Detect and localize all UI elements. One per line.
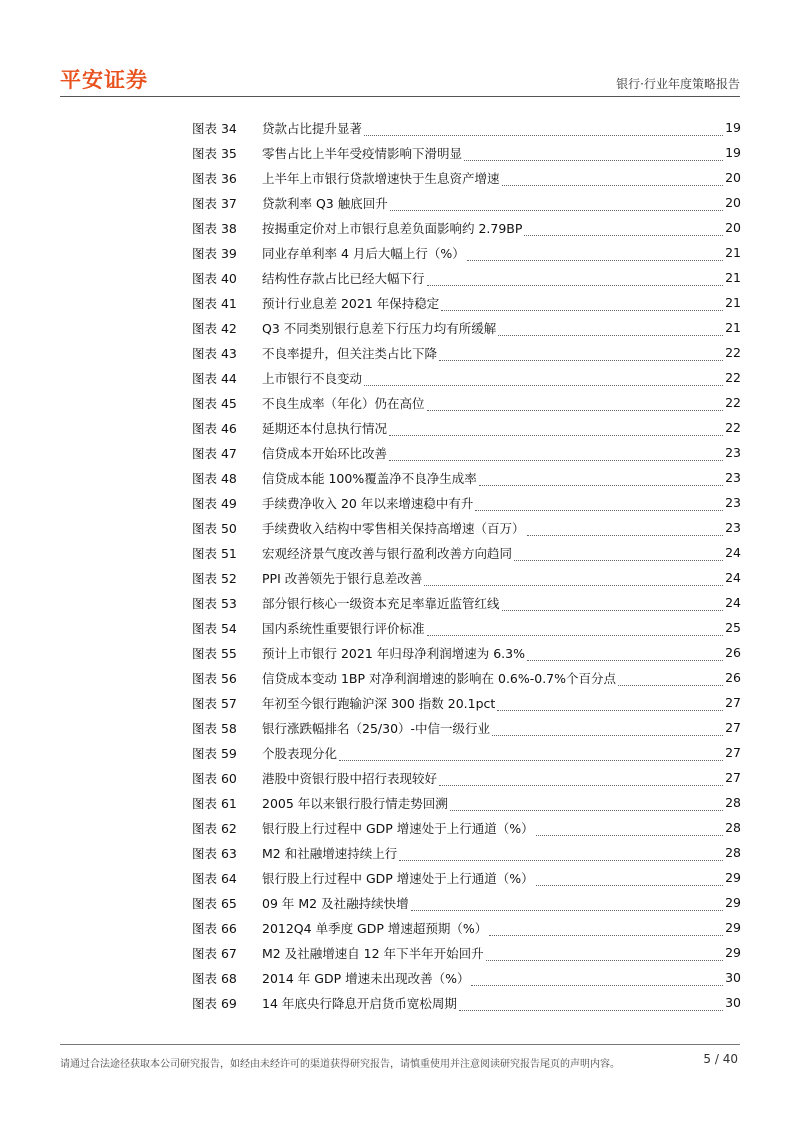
- toc-entry[interactable]: [192, 690, 741, 715]
- figure-page-number: 21: [725, 295, 741, 310]
- figure-page-number: 24: [725, 545, 741, 560]
- figure-title: 贷款利率 Q3 触底回升: [262, 195, 388, 211]
- toc-entry[interactable]: [192, 640, 741, 665]
- figure-label: 图表 61: [192, 795, 237, 811]
- toc-entry[interactable]: [192, 990, 741, 1015]
- figure-page-number: 22: [725, 370, 741, 385]
- figure-title: 信贷成本变动 1BP 对净利润增速的影响在 0.6%-0.7%个百分点: [262, 670, 617, 686]
- figure-title: 银行股上行过程中 GDP 增速处于上行通道（%）: [262, 820, 534, 836]
- figure-title: 不良生成率（年化）仍在高位: [262, 395, 425, 411]
- figure-label: 图表 48: [192, 470, 237, 486]
- toc-entry[interactable]: [192, 115, 741, 140]
- dot-leader: [492, 725, 723, 736]
- figure-title: 信贷成本能 100%覆盖净不良净生成率: [262, 470, 477, 486]
- toc-entry[interactable]: [192, 615, 741, 640]
- toc-entry[interactable]: [192, 840, 741, 865]
- figure-page-number: 29: [725, 895, 741, 910]
- dot-leader: [427, 625, 724, 636]
- figure-label: 图表 67: [192, 945, 237, 961]
- figure-label: 图表 51: [192, 545, 237, 561]
- dot-leader: [489, 925, 723, 936]
- dot-leader: [475, 500, 723, 511]
- dot-leader: [389, 450, 723, 461]
- figure-page-number: 21: [725, 270, 741, 285]
- dot-leader: [514, 550, 723, 561]
- toc-entry[interactable]: [192, 415, 741, 440]
- toc-entry[interactable]: [192, 290, 741, 315]
- company-logo: 平安证券: [60, 68, 148, 92]
- figure-page-number: 29: [725, 870, 741, 885]
- figure-title: 2005 年以来银行股行情走势回溯: [262, 795, 448, 811]
- dot-leader: [618, 675, 723, 686]
- figure-page-number: 23: [725, 470, 741, 485]
- figure-label: 图表 41: [192, 295, 237, 311]
- dot-leader: [527, 525, 724, 536]
- dot-leader: [536, 875, 723, 886]
- figure-title: 零售占比上半年受疫情影响下滑明显: [262, 145, 463, 161]
- dot-leader: [467, 250, 723, 261]
- figure-label: 图表 37: [192, 195, 237, 211]
- figure-page-number: 20: [725, 220, 741, 235]
- header-divider: [60, 96, 740, 97]
- toc-entry[interactable]: [192, 340, 741, 365]
- figure-label: 图表 34: [192, 120, 237, 136]
- footer-disclaimer: 请通过合法途径获取本公司研究报告，如经由未经许可的渠道获得研究报告，请慎重使用并注意阅读研究报告尾页的声明内容。: [60, 1059, 620, 1070]
- figure-title: M2 和社融增速持续上行: [262, 845, 398, 861]
- figure-page-number: 22: [725, 420, 741, 435]
- figure-title: Q3 不同类别银行息差下行压力均有所缓解: [262, 320, 497, 336]
- figure-title: 2012Q4 单季度 GDP 增速超预期（%）: [262, 920, 488, 936]
- figure-title: 贷款占比提升显著: [262, 120, 363, 136]
- dot-leader: [536, 825, 723, 836]
- dot-leader: [497, 700, 723, 711]
- figure-page-number: 29: [725, 945, 741, 960]
- dot-leader: [498, 325, 723, 336]
- figure-title: M2 及社融增速自 12 年下半年开始回升: [262, 945, 484, 961]
- figure-label: 图表 54: [192, 620, 237, 636]
- figure-label: 图表 47: [192, 445, 237, 461]
- figure-label: 图表 68: [192, 970, 237, 986]
- figure-page-number: 27: [725, 770, 741, 785]
- figure-label: 图表 35: [192, 145, 237, 161]
- figure-title: 港股中资银行股中招行表现较好: [262, 770, 438, 786]
- toc-entry[interactable]: [192, 265, 741, 290]
- figure-page-number: 25: [725, 620, 741, 635]
- toc-entry[interactable]: [192, 515, 741, 540]
- figure-title: PPI 改善领先于银行息差改善: [262, 570, 423, 586]
- toc-entry[interactable]: [192, 165, 741, 190]
- toc-entry[interactable]: [192, 490, 741, 515]
- figure-label: 图表 49: [192, 495, 237, 511]
- toc-entry[interactable]: [192, 915, 741, 940]
- figure-label: 图表 64: [192, 870, 237, 886]
- dot-leader: [424, 575, 723, 586]
- figure-page-number: 21: [725, 320, 741, 335]
- toc-entry[interactable]: [192, 215, 741, 240]
- figure-title: 按揭重定价对上市银行息差负面影响约 2.79BP: [262, 220, 523, 236]
- page-number: 5 / 40: [703, 1052, 738, 1066]
- figure-label: 图表 69: [192, 995, 237, 1011]
- toc-entry[interactable]: [192, 190, 741, 215]
- figure-label: 图表 42: [192, 320, 237, 336]
- dot-leader: [364, 375, 723, 386]
- dot-leader: [427, 275, 724, 286]
- toc-entry[interactable]: [192, 590, 741, 615]
- figure-title: 年初至今银行跑输沪深 300 指数 20.1pct: [262, 695, 496, 711]
- figure-title: 手续费净收入 20 年以来增速稳中有升: [262, 495, 474, 511]
- figure-page-number: 30: [725, 995, 741, 1010]
- dot-leader: [450, 800, 723, 811]
- toc-entry[interactable]: [192, 240, 741, 265]
- figure-label: 图表 66: [192, 920, 237, 936]
- figure-page-number: 27: [725, 745, 741, 760]
- figure-title: 国内系统性重要银行评价标准: [262, 620, 425, 636]
- toc-entry[interactable]: [192, 790, 741, 815]
- dot-leader: [427, 400, 724, 411]
- figure-title: 上半年上市银行贷款增速快于生息资产增速: [262, 170, 500, 186]
- figure-label: 图表 52: [192, 570, 237, 586]
- dot-leader: [389, 425, 723, 436]
- figure-title: 不良率提升，但关注类占比下降: [262, 345, 438, 361]
- figure-page-number: 28: [725, 795, 741, 810]
- figure-title: 2014 年 GDP 增速未出现改善（%）: [262, 970, 470, 986]
- figure-title: 同业存单利率 4 月后大幅上行（%）: [262, 245, 465, 261]
- figure-label: 图表 65: [192, 895, 237, 911]
- dot-leader: [459, 1000, 723, 1011]
- dot-leader: [464, 150, 723, 161]
- figure-label: 图表 59: [192, 745, 237, 761]
- figure-label: 图表 55: [192, 645, 237, 661]
- figure-label: 图表 63: [192, 845, 237, 861]
- figure-page-number: 24: [725, 595, 741, 610]
- figure-label: 图表 58: [192, 720, 237, 736]
- figure-title: 预计行业息差 2021 年保持稳定: [262, 295, 440, 311]
- dot-leader: [439, 350, 723, 361]
- figure-label: 图表 57: [192, 695, 237, 711]
- toc-entry[interactable]: [192, 540, 741, 565]
- dot-leader: [502, 175, 724, 186]
- figure-title: 信贷成本开始环比改善: [262, 445, 388, 461]
- figure-page-number: 23: [725, 445, 741, 460]
- toc-entry[interactable]: [192, 565, 741, 590]
- figure-page-number: 20: [725, 195, 741, 210]
- toc-entry[interactable]: [192, 465, 741, 490]
- figure-page-number: 23: [725, 520, 741, 535]
- toc-entry[interactable]: [192, 440, 741, 465]
- dot-leader: [527, 650, 723, 661]
- figure-title: 部分银行核心一级资本充足率靠近监管红线: [262, 595, 500, 611]
- toc-entry[interactable]: [192, 890, 741, 915]
- figure-page-number: 26: [725, 670, 741, 685]
- figure-label: 图表 53: [192, 595, 237, 611]
- figure-page-number: 21: [725, 245, 741, 260]
- toc-entry[interactable]: [192, 965, 741, 990]
- dot-leader: [471, 975, 723, 986]
- dot-leader: [439, 775, 723, 786]
- figure-title: 银行涨跌幅排名（25/30）-中信一级行业: [262, 720, 491, 736]
- figure-page-number: 28: [725, 845, 741, 860]
- figure-page-number: 30: [725, 970, 741, 985]
- figure-page-number: 24: [725, 570, 741, 585]
- figure-page-number: 27: [725, 695, 741, 710]
- figure-page-number: 22: [725, 395, 741, 410]
- figure-title: 延期还本付息执行情况: [262, 420, 388, 436]
- dot-leader: [339, 750, 723, 761]
- figure-page-number: 22: [725, 345, 741, 360]
- dot-leader: [390, 200, 723, 211]
- dot-leader: [479, 475, 723, 486]
- toc-entry[interactable]: [192, 140, 741, 165]
- figure-title: 结构性存款占比已经大幅下行: [262, 270, 425, 286]
- figure-title: 宏观经济景气度改善与银行盈利改善方向趋同: [262, 545, 513, 561]
- page-header: [0, 0, 800, 110]
- figure-title: 09 年 M2 及社融持续快增: [262, 895, 409, 911]
- figure-label: 图表 46: [192, 420, 237, 436]
- figure-page-number: 27: [725, 720, 741, 735]
- figure-page-number: 19: [725, 120, 741, 135]
- figure-page-number: 20: [725, 170, 741, 185]
- toc-entry[interactable]: [192, 715, 741, 740]
- dot-leader: [486, 950, 724, 961]
- figure-title: 银行股上行过程中 GDP 增速处于上行通道（%）: [262, 870, 534, 886]
- figure-index-list: [192, 115, 741, 1015]
- toc-entry[interactable]: [192, 665, 741, 690]
- figure-page-number: 26: [725, 645, 741, 660]
- toc-entry[interactable]: [192, 390, 741, 415]
- toc-entry[interactable]: [192, 365, 741, 390]
- toc-entry[interactable]: [192, 315, 741, 340]
- figure-label: 图表 39: [192, 245, 237, 261]
- figure-title: 上市银行不良变动: [262, 370, 363, 386]
- figure-page-number: 19: [725, 145, 741, 160]
- footer-divider: [60, 1044, 740, 1045]
- toc-entry[interactable]: [192, 865, 741, 890]
- figure-label: 图表 60: [192, 770, 237, 786]
- toc-entry[interactable]: [192, 740, 741, 765]
- figure-page-number: 23: [725, 495, 741, 510]
- figure-label: 图表 56: [192, 670, 237, 686]
- figure-label: 图表 40: [192, 270, 237, 286]
- figure-label: 图表 38: [192, 220, 237, 236]
- figure-label: 图表 62: [192, 820, 237, 836]
- dot-leader: [502, 600, 724, 611]
- figure-title: 个股表现分化: [262, 745, 338, 761]
- toc-entry[interactable]: [192, 815, 741, 840]
- toc-entry[interactable]: [192, 765, 741, 790]
- dot-leader: [399, 850, 723, 861]
- dot-leader: [411, 900, 724, 911]
- figure-label: 图表 43: [192, 345, 237, 361]
- figure-page-number: 28: [725, 820, 741, 835]
- figure-title: 手续费收入结构中零售相关保持高增速（百万）: [262, 520, 525, 536]
- figure-title: 预计上市银行 2021 年归母净利润增速为 6.3%: [262, 645, 525, 661]
- report-type: 银行·行业年度策略报告: [616, 77, 740, 91]
- figure-page-number: 29: [725, 920, 741, 935]
- dot-leader: [441, 300, 723, 311]
- figure-label: 图表 44: [192, 370, 237, 386]
- figure-label: 图表 36: [192, 170, 237, 186]
- dot-leader: [364, 125, 723, 136]
- figure-title: 14 年底央行降息开启货币宽松周期: [262, 995, 457, 1011]
- dot-leader: [524, 225, 723, 236]
- figure-label: 图表 50: [192, 520, 237, 536]
- toc-entry[interactable]: [192, 940, 741, 965]
- figure-label: 图表 45: [192, 395, 237, 411]
